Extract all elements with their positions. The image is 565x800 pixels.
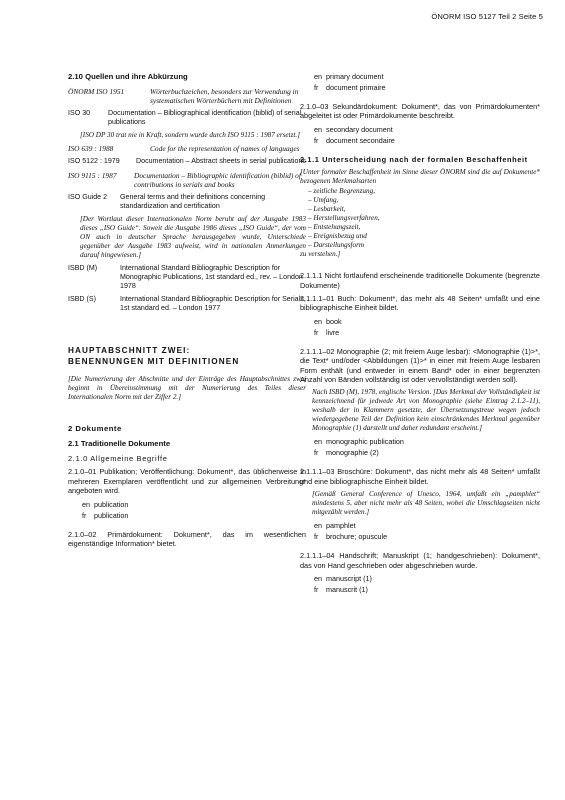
list-item: – Darstellungsform bbox=[308, 241, 365, 250]
term-fr: fr manuscrit (1) bbox=[314, 585, 368, 595]
list-item: – Entstehungszeit, bbox=[308, 223, 361, 232]
term-fr: fr brochure; opuscule bbox=[314, 532, 388, 542]
reference-entry bbox=[68, 193, 306, 211]
section-heading: 2.10 Quellen und ihre Abkürzung bbox=[68, 72, 188, 81]
chapter-heading: 2 Dokumente bbox=[68, 424, 122, 434]
feature-list bbox=[308, 187, 540, 250]
reference-key: ISO Guide 2 bbox=[68, 192, 108, 201]
reference-key: ISBD (S) bbox=[68, 295, 96, 304]
list-item: – Ereignisbezug und bbox=[308, 232, 367, 241]
reference-title: International Standard Bibliographic Description for Serials, 1st standard ed. – London 1977 bbox=[120, 295, 306, 313]
list-item: – zeitliche Begrenzung, bbox=[308, 187, 375, 196]
main-section-note: [Die Numerierung der Abschnitte und der Einträge des Hauptabschnittes zwei beginnt in Übereinstimmung mit der Numerierung des Teiles dieser Internationalen Norm mit der Ziffer 2.] bbox=[68, 375, 306, 402]
list-item: – Umfang, bbox=[308, 196, 339, 205]
reference-title: Wörterbuchzeichen, besonders zur Verwendung in systematischen Wörterbüchern mit Definitionen bbox=[150, 87, 299, 106]
reference-entry bbox=[68, 157, 306, 166]
reference-title: Code for the representation of names of languages bbox=[150, 144, 300, 154]
reference-entry bbox=[68, 295, 306, 313]
entry-definition: 2.1.0–01 Publikation; Veröffentlichung: Dokument*, das üblicherweise in mehreren Exemplaren veröffentlicht und zur allgemeinen Verbreitung* angeboten wird. bbox=[68, 467, 306, 496]
entry-note: Nach ISBD (M), 1978, englische Version. [Das Merkmal der Vollständigkeit ist kennzeichnend für jedwede Art von Monographie (siehe Eintrag 2.1.2–11), weshalb der in Klammern gesetzte, der Übersetzungstreue wegen jedoch wiedergegebene Teil der Definition kein einschränkendes Merkmal gegenüber Monographie (1) darstellt und daher redundant erscheint.] bbox=[312, 388, 540, 433]
reference-key: ISBD (M) bbox=[68, 263, 98, 272]
reference-title: Documentation – Bibliographical identification (biblid) of serial publications bbox=[108, 109, 302, 127]
entry-definition: 2.1.1.1–04 Handschrift; Manuskript (1; handgeschrieben): Dokument*, das von Hand geschrieben oder abgeschrieben wurde. bbox=[300, 551, 540, 570]
term-en: en book bbox=[314, 316, 342, 326]
reference-entry bbox=[68, 171, 306, 189]
reference-note: [ISO DP 30 trat nie in Kraft, sondern wurde durch ISO 9115 : 1987 ersetzt.] bbox=[80, 131, 301, 140]
term-fr: fr publication bbox=[82, 510, 129, 520]
term-en: en secondary document bbox=[314, 124, 393, 134]
entry-definition: 2.1.1.1–01 Buch: Dokument*, das mehr als 48 Seiten* umfaßt und eine bibliographische Einheit bildet. bbox=[300, 294, 540, 313]
reference-entry bbox=[68, 87, 306, 105]
main-section-title: HAUPTABSCHNITT ZWEI: bbox=[68, 346, 191, 356]
reference-note: [Der Wortlaut dieser Internationalen Norm beruht auf der Ausgabe 1983 dieses „ISO Guide“. Soweit die Ausgabe 1986 dieses „ISO Guide“, der vom ON auch in deutscher Sprache herausgegeben wurde, Unterschiede gegenüber der Ausgabe 1983 aufweist, wird in nationalen Anmerkungen darauf hingewiesen.] bbox=[80, 214, 306, 259]
subsection-heading: 2.1.1.1 Nicht fortlaufend erscheinende traditionelle Dokumente (begrenzte Dokumente) bbox=[300, 271, 540, 290]
left-column bbox=[68, 72, 306, 552]
entry-definition: 2.1.1.1–02 Monographie (2; mit freiem Auge lesbar): <Monographie (1)>*, die Text* und/oder <Abbildungen (1)>* in einer mit freiem Auge lesbaren Form enthält (und entweder in einem Band* oder in einer begrenzten Anzahl von Bänden vollständig ist oder vervollständigt werden soll). bbox=[300, 346, 540, 385]
reference-key: ISO 9115 : 1987 bbox=[68, 170, 117, 180]
entry-definition: 2.1.0–03 Sekundärdokument: Dokument*, das von Primärdokumenten* abgeleitet ist oder Primärdokumente beschreibt. bbox=[300, 102, 540, 121]
term-fr: fr monographie (2) bbox=[314, 448, 379, 458]
entry-note: [Gemäß General Conference of Unesco, 1964, umfaßt ein „pamphlet“ mindestens 5, aber nicht mehr als 48 Seiten, wobei die Umschlagseiten nicht mitgezählt werden.] bbox=[312, 490, 540, 517]
reference-key: ISO 5122 : 1979 bbox=[68, 157, 120, 166]
term-en: en pamphlet bbox=[314, 521, 356, 531]
term-fr: fr document primaire bbox=[314, 83, 386, 92]
reference-title: International Standard Bibliographic Description for Monographic Publications, 1st standard ed., rev. – London 1978 bbox=[120, 263, 303, 291]
main-section-subtitle: BENENNUNGEN MIT DEFINITIONEN bbox=[68, 357, 240, 367]
term-en: en publication bbox=[82, 499, 129, 509]
subsection-note-end: zu verstehen.] bbox=[300, 250, 341, 259]
reference-key: ISO 639 : 1988 bbox=[68, 144, 114, 154]
reference-entry bbox=[68, 264, 306, 291]
term-en: en primary document bbox=[314, 72, 384, 81]
section-heading: 2.1 Traditionelle Dokumente bbox=[68, 439, 171, 449]
term-fr: fr document secondaire bbox=[314, 135, 395, 145]
list-item: – Lesbarkeit, bbox=[308, 205, 346, 214]
reference-entry bbox=[68, 109, 306, 127]
list-item: – Herstellungsverfahren, bbox=[308, 214, 380, 223]
subsection-note: [Unter formaler Beschaffenheit im Sinne dieser ÖNORM sind die auf Dokumente* bezogenen Merkmalsarten bbox=[300, 168, 540, 186]
reference-title: General terms and their definitions concerning standardization and certification bbox=[120, 192, 266, 210]
entry-definition: 2.1.1.1–03 Broschüre: Dokument*, das nicht mehr als 48 Seiten* umfaßt und eine bibliographische Einheit bildet. bbox=[300, 467, 540, 486]
reference-title: Documentation – Bibliographic identification (biblid) of contributions in serials and books bbox=[134, 170, 301, 189]
reference-entry bbox=[68, 144, 306, 153]
reference-key: ISO 30 bbox=[68, 109, 91, 118]
term-fr: fr livre bbox=[314, 327, 340, 337]
page-header: ÖNORM ISO 5127 Teil 2 Seite 5 bbox=[431, 12, 543, 21]
term-en: en monographic publication bbox=[314, 437, 404, 447]
right-column bbox=[300, 72, 540, 596]
term-en: en manuscript (1) bbox=[314, 574, 372, 584]
subsection-heading: 2.1.0 Allgemeine Begriffe bbox=[68, 454, 168, 464]
reference-title: Documentation – Abstract sheets in serial publications bbox=[136, 157, 306, 166]
subsection-heading: 2.1.1 Unterscheidung nach der formalen Beschaffenheit bbox=[300, 154, 528, 164]
reference-key: ÖNORM ISO 1951 bbox=[68, 87, 125, 96]
entry-definition: 2.1.0–02 Primärdokument: Dokument*, das im wesentlichen eigenständige Information* bietet. bbox=[68, 529, 306, 549]
